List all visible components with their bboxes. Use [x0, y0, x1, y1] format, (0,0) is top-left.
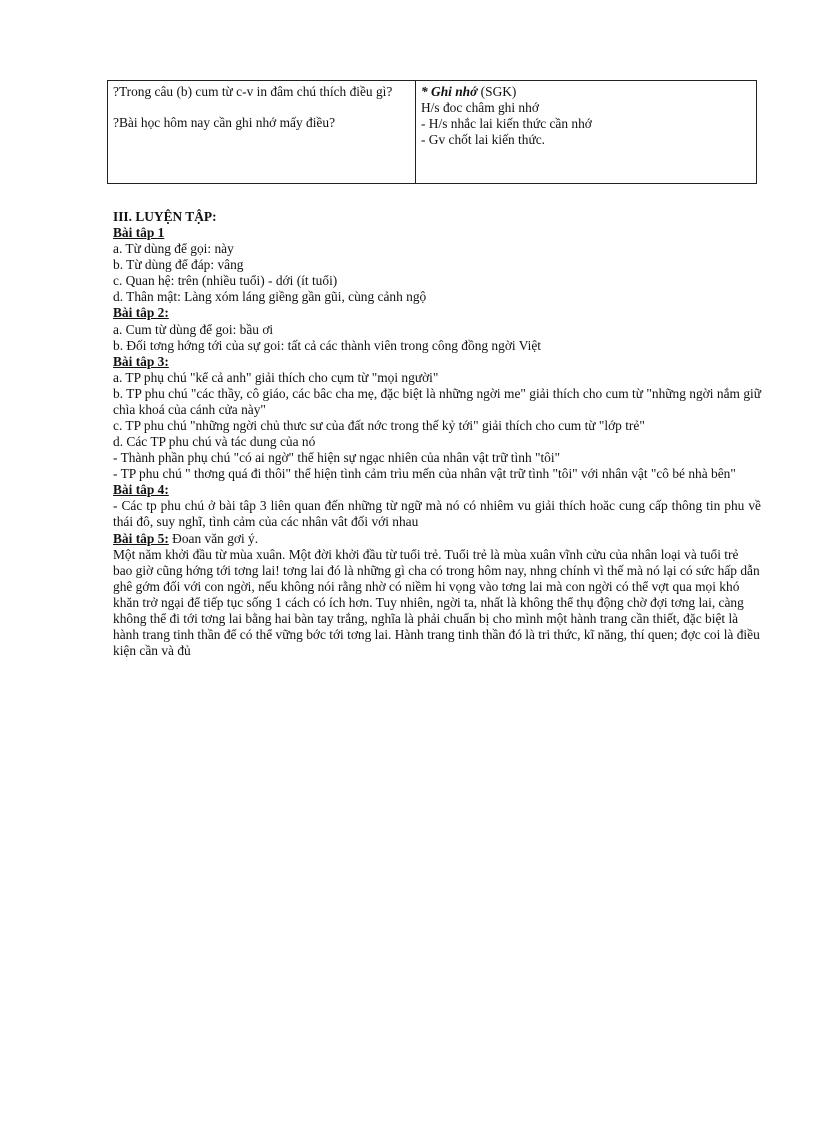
section-heading: III. LUYỆN TẬP:	[113, 209, 217, 224]
ghi-nho-label: Ghi nhớ	[431, 84, 478, 99]
exercise-1-title: Bài tâp 1	[113, 225, 165, 241]
exercise-5-subtitle: Đoan văn gơi ý.	[168, 530, 259, 546]
practice-section	[113, 209, 761, 659]
exercise-5-header	[113, 531, 761, 547]
exercise-5-paragraph: Một năm khởi đầu từ mùa xuân. Một đời khởi đầu từ tuổi trẻ. Tuổi trẻ là mùa xuân vĩnh cửu của nhân loại và tuổi trẻ bao giờ cũng hớng tới tơng lai! tơng lai đó là những gì cha có trong hôm nay, nhng chính vì thế mà nó lại có sức hấp dẫn ghê gớm đối với con ngời, nếu không nói rằng nhờ có niềm hi vọng vào tơng lai mà con ngời có thể vợt qua mọi khó khăn trở ngại để tiếp tục sống 1 cách có ích hơn. Tuy nhiên, ngời ta, nhất là không thể thụ động chờ đợi tơng lai, càng không thể đi tới tơng lai bằng hai bàn tay trắng, nghĩa là phải chuẩn bị cho mình một hành trang cần thiết, đặc biệt là hành trang tinh thần để có thể vững bớc tới tơng lai. Hành trang tinh thần đó là tri thức, kĩ năng, thí quen; đợc coi là điều kiện cần và đủ	[113, 546, 760, 659]
exercise-3-a: a. TP phụ chú "kể cả anh" giải thích cho cụm từ "mọi người"	[113, 369, 439, 385]
questions-cell	[108, 81, 416, 184]
answer-line-3: - Gv chốt lai kiến thức.	[421, 132, 546, 148]
exercise-3-c: c. TP phu chú "những ngời chủ thưc sư của đất nớc trong thế kỷ tới" giải thích cho cum từ "lớp trẻ"	[113, 418, 645, 434]
answer-line-1: H/s đoc châm ghi nhớ	[421, 100, 539, 116]
question-2: ?Bài học hôm nay cần ghi nhớ mấy điều?	[113, 115, 336, 131]
exercise-5-title: Bài tâp 5:	[113, 530, 169, 546]
exercise-4-title: Bài tâp 4:	[113, 482, 169, 498]
ghi-nho-title: * Ghi nhớ (SGK)	[421, 84, 517, 99]
lesson-table	[107, 80, 757, 184]
question-1: ?Trong câu (b) cum từ c-v in đâm chú thích điều gì?	[113, 84, 393, 99]
exercise-3-title: Bài tâp 3:	[113, 353, 169, 369]
exercise-3-d2: - TP phu chú " thơng quá đi thôi" thể hiện tình cảm trìu mến của nhân vật trữ tình "tôi" với nhân vật "cô bé nhà bên"	[113, 466, 736, 482]
exercise-2-title: Bài tâp 2:	[113, 305, 169, 321]
exercise-1-d: d. Thân mật: Làng xóm láng giềng gần gũi, cùng cảnh ngộ	[113, 289, 427, 305]
answer-line-2: - H/s nhắc lai kiến thức cần nhớ	[421, 116, 592, 132]
answers-cell	[416, 81, 757, 184]
exercise-1-c: c. Quan hệ: trên (nhiều tuổi) - dới (ít tuổi)	[113, 273, 338, 289]
exercise-1-b: b. Từ dùng để đáp: vâng	[113, 257, 244, 273]
exercise-3-d1: - Thành phần phụ chú "có ai ngờ" thể hiện sự ngạc nhiên của nhân vật trữ tình "tôi"	[113, 450, 561, 466]
exercise-4-text: - Các tp phu chú ở bài tâp 3 liên quan đến những từ ngữ mà nó có nhiêm vu giải thích hoăc cung cấp thông tin phu về thái đô, suy nghĩ, tình cảm của các nhân vât đối với nhau	[113, 498, 761, 530]
exercise-2-b: b. Đối tơng hớng tới của sự goi: tất cả các thành viên trong công đồng ngời Việt	[113, 337, 541, 353]
exercise-3-b: b. TP phu chú "các thầy, cô giáo, các bâc cha mẹ, đặc biệt là những ngời me" giải thích cho cum từ "những ngời nắm giữ chìa khoá của cánh cửa này"	[113, 385, 761, 417]
exercise-3-d: d. Các TP phu chú và tác dung của nó	[113, 434, 316, 450]
exercise-1-a: a. Từ dùng để gọi: này	[113, 241, 234, 257]
exercise-2-a: a. Cum từ dùng để goi: bầu ơi	[113, 321, 274, 337]
